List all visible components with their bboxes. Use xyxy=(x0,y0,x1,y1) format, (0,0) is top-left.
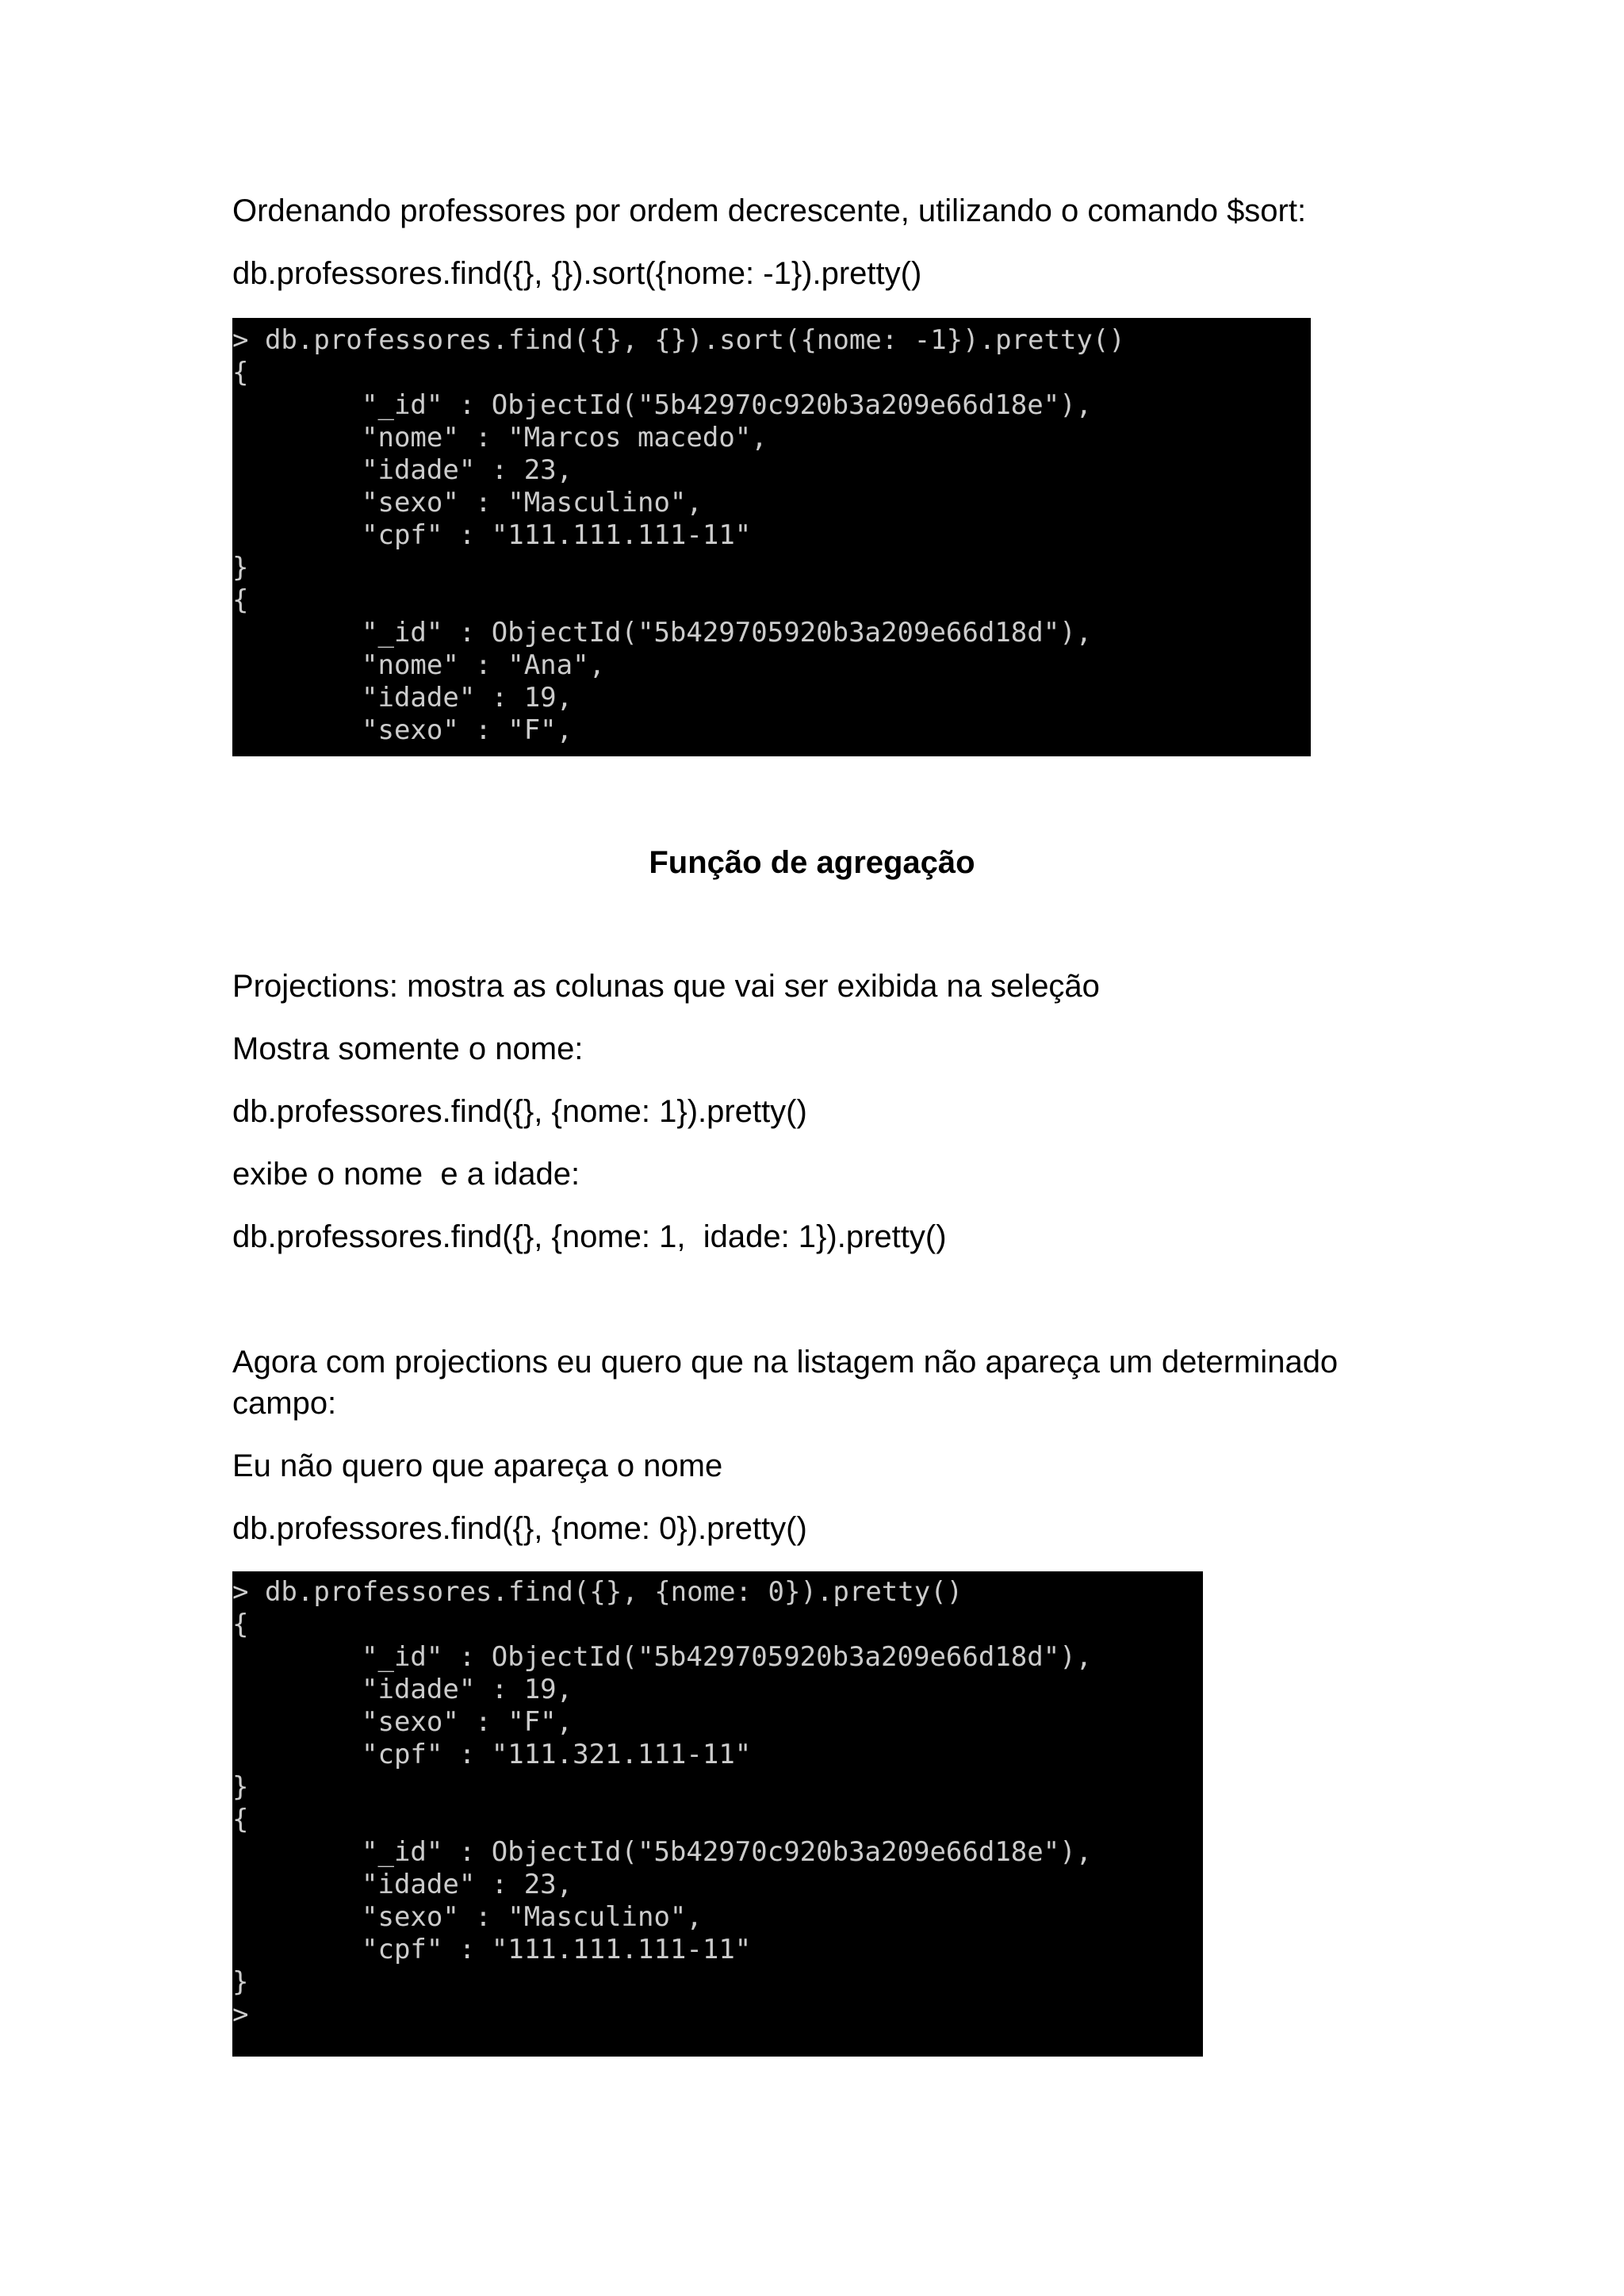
terminal-line: > db.professores.find({}, {}).sort({nome: -1}).pretty() xyxy=(232,324,1125,356)
terminal-line: "_id" : ObjectId("5b429705920b3a209e66d18d"), xyxy=(362,617,1093,649)
name-age-command: db.professores.find({}, {nome: 1, idade: 1}).pretty() xyxy=(232,1219,947,1254)
terminal-line: "cpf" : "111.111.111-11" xyxy=(362,519,752,551)
terminal-line: "sexo" : "Masculino", xyxy=(362,1901,703,1933)
name-age-label: exibe o nome e a idade: xyxy=(232,1157,580,1192)
terminal-sort-screenshot xyxy=(232,318,1311,756)
terminal-line: "cpf" : "111.111.111-11" xyxy=(362,1934,752,1965)
exclude-command: db.professores.find({}, {nome: 0}).pretty() xyxy=(232,1511,807,1546)
terminal-line: "_id" : ObjectId("5b42970c920b3a209e66d18e"), xyxy=(362,1836,1093,1868)
terminal-line: "_id" : ObjectId("5b42970c920b3a209e66d18e"), xyxy=(362,389,1093,421)
terminal-line: "nome" : "Ana", xyxy=(362,649,606,681)
terminal-line: > db.professores.find({}, {nome: 0}).pretty() xyxy=(232,1576,963,1608)
exclude-label: Eu não quero que apareça o nome xyxy=(232,1448,723,1483)
section-heading: Função de agregação xyxy=(649,845,975,880)
terminal-line: "nome" : "Marcos macedo", xyxy=(362,422,768,453)
only-name-command: db.professores.find({}, {nome: 1}).pretty() xyxy=(232,1094,807,1129)
terminal-exclude-screenshot xyxy=(232,1571,1203,2057)
terminal-line: "sexo" : "Masculino", xyxy=(362,487,703,519)
terminal-line: "idade" : 23, xyxy=(362,1869,573,1900)
sort-intro-text: Ordenando professores por ordem decrescente, utilizando o comando $sort: xyxy=(232,193,1307,228)
terminal-line: } xyxy=(232,552,249,584)
terminal-line: "idade" : 19, xyxy=(362,1674,573,1705)
terminal-line: { xyxy=(232,584,249,616)
terminal-line: { xyxy=(232,1804,249,1835)
terminal-line: "_id" : ObjectId("5b429705920b3a209e66d18d"), xyxy=(362,1641,1093,1673)
sort-command-text: db.professores.find({}, {}).sort({nome: -1}).pretty() xyxy=(232,256,922,291)
terminal-line: { xyxy=(232,357,249,388)
terminal-line: "idade" : 19, xyxy=(362,682,573,714)
exclude-intro-text: Agora com projections eu quero que na listagem não apareça um determinado campo: xyxy=(232,1345,1339,1421)
terminal-line: > xyxy=(232,1999,249,2030)
terminal-line: "cpf" : "111.321.111-11" xyxy=(362,1739,752,1770)
terminal-line: } xyxy=(232,1966,249,1998)
terminal-line: "sexo" : "F", xyxy=(362,1706,573,1738)
only-name-label: Mostra somente o nome: xyxy=(232,1031,584,1066)
terminal-line: "sexo" : "F", xyxy=(362,714,573,746)
projections-desc-text: Projections: mostra as colunas que vai ser exibida na seleção xyxy=(232,969,1100,1004)
terminal-line: { xyxy=(232,1609,249,1640)
terminal-line: } xyxy=(232,1771,249,1803)
terminal-line: "idade" : 23, xyxy=(362,454,573,486)
